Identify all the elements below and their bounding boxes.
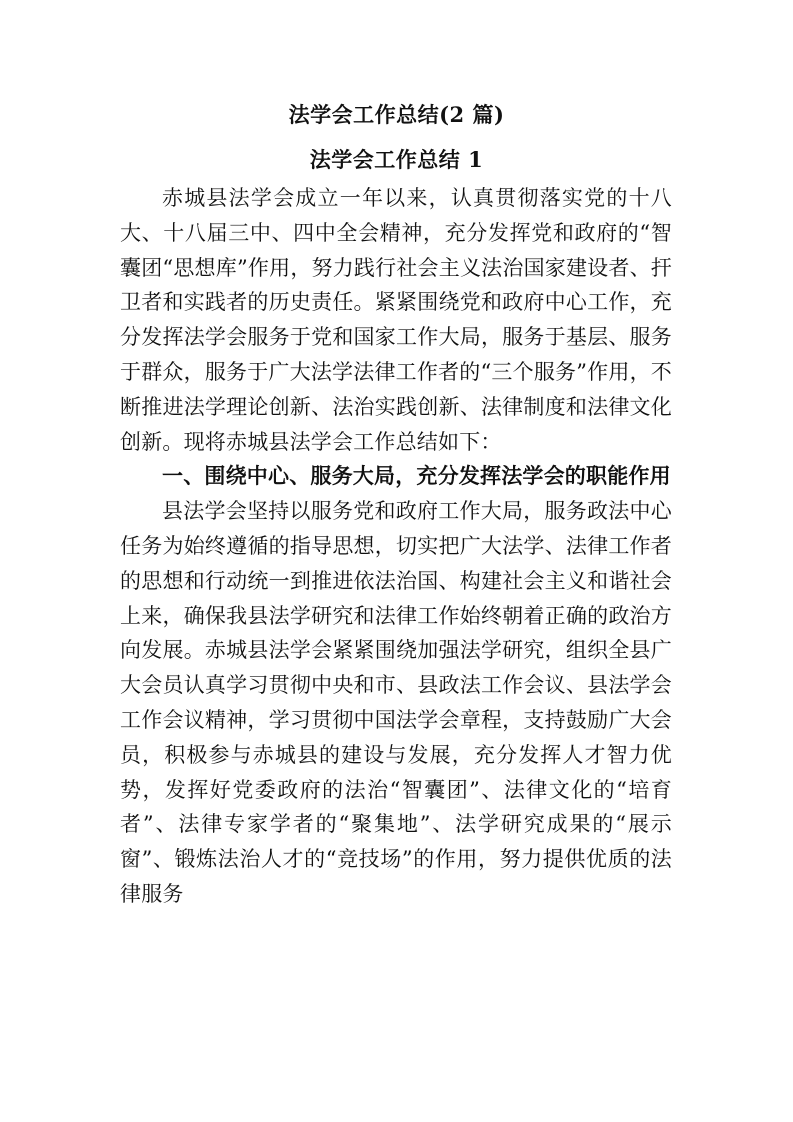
paragraph-section-1: 县法学会坚持以服务党和政府工作大局，服务政法中心任务为始终遵循的指导思想，切实把广大法学、法律工作者的思想和行动统一到推进依法治国、构建社会主义和谐社会上来，确保我县法学研究和法律工作始终朝着正确的政治方向发展。赤城县法学会紧紧围绕加强法学研究，组织全县广大会员认真学习贯彻中央和市、县政法工作会议、县法学会工作会议精神，学习贯彻中国法学会章程，支持鼓励广大会员，积极参与赤城县的建设与发展，充分发挥人才智力优势，发挥好党委政府的法治“智囊团”、法律文化的“培育者”、法律专家学者的“聚集地”、法学研究成果的“展示窗”、锻炼法治人才的“竞技场”的作用，努力提供优质的法律服务 [120,499,672,906]
document-body [120,181,672,912]
document-subtitle: 法学会工作总结 1 [309,147,484,172]
document-main-title: 法学会工作总结(2 篇) [288,102,505,127]
paragraph-intro: 赤城县法学会成立一年以来，认真贯彻落实党的十八大、十八届三中、四中全会精神，充分发挥党和政府的“智囊团“思想库”作用，努力践行社会主义法治国家建设者、扞卫者和实践者的历史责任。紧紧围绕党和政府中心工作，充分发挥法学会服务于党和国家工作大局，服务于基层、服务于群众，服务于广大法学法律工作者的“三个服务”作用，不断推进法学理论创新、法治实践创新、法律制度和法律文化创新。现将赤城县法学会工作总结如下： [120,186,672,454]
section-heading-1: 一、围绕中心、服务大局，充分发挥法学会的职能作用 [162,463,671,489]
